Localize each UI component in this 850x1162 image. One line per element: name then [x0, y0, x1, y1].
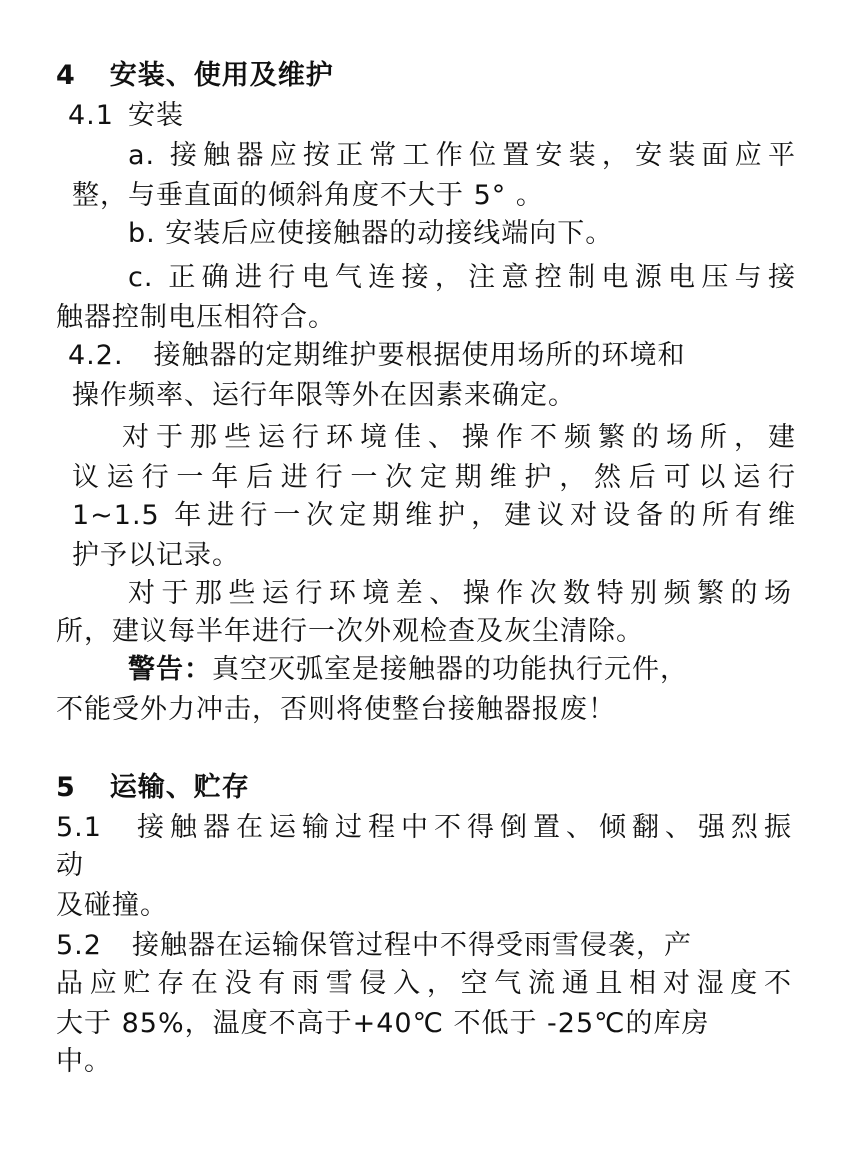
subsection-5-2-number: 5.2	[56, 930, 102, 961]
subsection-5-1-number: 5.1	[56, 812, 102, 843]
section-4-heading	[56, 56, 796, 96]
subsection-5-1-line-3: 及碰撞。	[56, 890, 168, 921]
subsection-5-2-line-4: 中。	[56, 1046, 112, 1077]
para-2-line-1: 对于那些运行环境差、操作次数特别频繁的场	[128, 578, 792, 609]
section-5-number: 5	[56, 772, 76, 803]
warning-line-1	[128, 650, 796, 690]
subsection-4-2-line-2: 操作频率、运行年限等外在因素来确定。	[72, 380, 576, 411]
subsection-4-1-heading	[68, 96, 808, 136]
subsection-4-2-text: 接触器的定期维护要根据使用场所的环境和	[153, 340, 686, 371]
item-a-line-2: 整，与垂直面的倾斜角度不大于 5° 。	[72, 180, 544, 211]
item-b-line-1: b. 安装后应使接触器的动接线端向下。	[128, 218, 614, 249]
item-c-line-1: c. 正确进行电气连接，注意控制电源电压与接	[128, 262, 796, 293]
subsection-5-2-line-2: 品应贮存在没有雨雪侵入，空气流通且相对湿度不	[56, 968, 792, 999]
warning-text: 真空灭弧室是接触器的功能执行元件，	[212, 654, 688, 685]
subsection-5-2-text: 接触器在运输保管过程中不得受雨雪侵袭，产	[131, 930, 692, 961]
para-1-line-3: 1~1.5 年进行一次定期维护，建议对设备的所有维	[72, 500, 796, 531]
item-c-line-2: 触器控制电压相符合。	[56, 302, 336, 333]
section-5-title: 运输、贮存	[109, 772, 250, 803]
subsection-5-2-line-1	[56, 926, 792, 966]
item-a-line-1: a. 接触器应按正常工作位置安装，安装面应平	[128, 140, 796, 171]
subsection-4-2-line-1	[68, 336, 796, 376]
subsection-4-1-title: 安装	[127, 100, 184, 131]
subsection-5-1-text: 接触器在运输过程中不得倒置、倾翻、强烈振	[131, 812, 792, 843]
para-1-line-4: 护予以记录。	[72, 540, 240, 571]
subsection-5-1-line-2: 动	[56, 850, 84, 881]
warning-label: 警告：	[128, 654, 212, 685]
section-4-number: 4	[56, 60, 76, 91]
section-5-heading	[56, 768, 796, 808]
section-4-title: 安装、使用及维护	[109, 60, 334, 91]
para-1-line-2: 议运行一年后进行一次定期维护，然后可以运行	[72, 462, 796, 493]
warning-line-2: 不能受外力冲击，否则将使整台接触器报废！	[56, 694, 616, 725]
subsection-4-2-number: 4.2.	[68, 340, 124, 371]
para-1-line-1: 对于那些运行环境佳、操作不频繁的场所，建	[122, 422, 796, 453]
subsection-4-1-number: 4.1	[68, 100, 114, 131]
subsection-5-2-line-3: 大于 85%，温度不高于+40℃ 不低于 -25℃的库房	[56, 1008, 710, 1039]
subsection-5-1-line-1	[56, 808, 792, 848]
para-2-line-2: 所，建议每半年进行一次外观检查及灰尘清除。	[56, 616, 644, 647]
